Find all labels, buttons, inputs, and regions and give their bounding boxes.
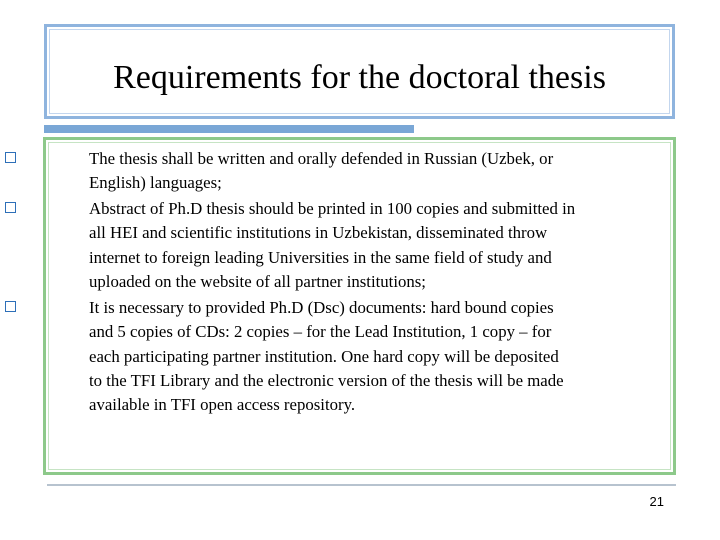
- bullet-line: to the TFI Library and the electronic version of the thesis will be made: [89, 370, 564, 390]
- bullet-text: [89, 197, 679, 294]
- bullet-line: each participating partner institution. One hard copy will be deposited: [89, 346, 559, 366]
- bullet-text: [89, 147, 679, 196]
- square-bullet-icon: [5, 152, 16, 163]
- footer-divider: [47, 484, 676, 486]
- title-box: [44, 24, 675, 119]
- square-bullet-icon: [5, 202, 16, 213]
- bullet-line: English) languages;: [89, 173, 222, 193]
- bullet-line: The thesis shall be written and orally defended in Russian (Uzbek, or: [89, 149, 554, 168]
- square-bullet-icon: [5, 301, 16, 312]
- bullet-line: It is necessary to provided Ph.D (Dsc) documents: hard bound copies: [89, 298, 554, 317]
- bullet-line: and 5 copies of CDs: 2 copies – for the Lead Institution, 1 copy – for: [89, 322, 552, 342]
- bullet-line: uploaded on the website of all partner institutions;: [89, 271, 426, 291]
- bullet-line: available in TFI open access repository.: [89, 395, 356, 415]
- bullet-text: [89, 296, 679, 417]
- accent-bar: [44, 125, 414, 133]
- bullet-line: internet to foreign leading Universities in the same field of study and: [89, 247, 552, 267]
- bullet-line: Abstract of Ph.D thesis should be printed in 100 copies and submitted in: [89, 199, 576, 218]
- bullet-line: all HEI and scientific institutions in Uzbekistan, disseminated throw: [89, 223, 548, 243]
- slide-number: 21: [649, 494, 664, 509]
- slide-title: Requirements for the doctoral thesis: [113, 59, 606, 96]
